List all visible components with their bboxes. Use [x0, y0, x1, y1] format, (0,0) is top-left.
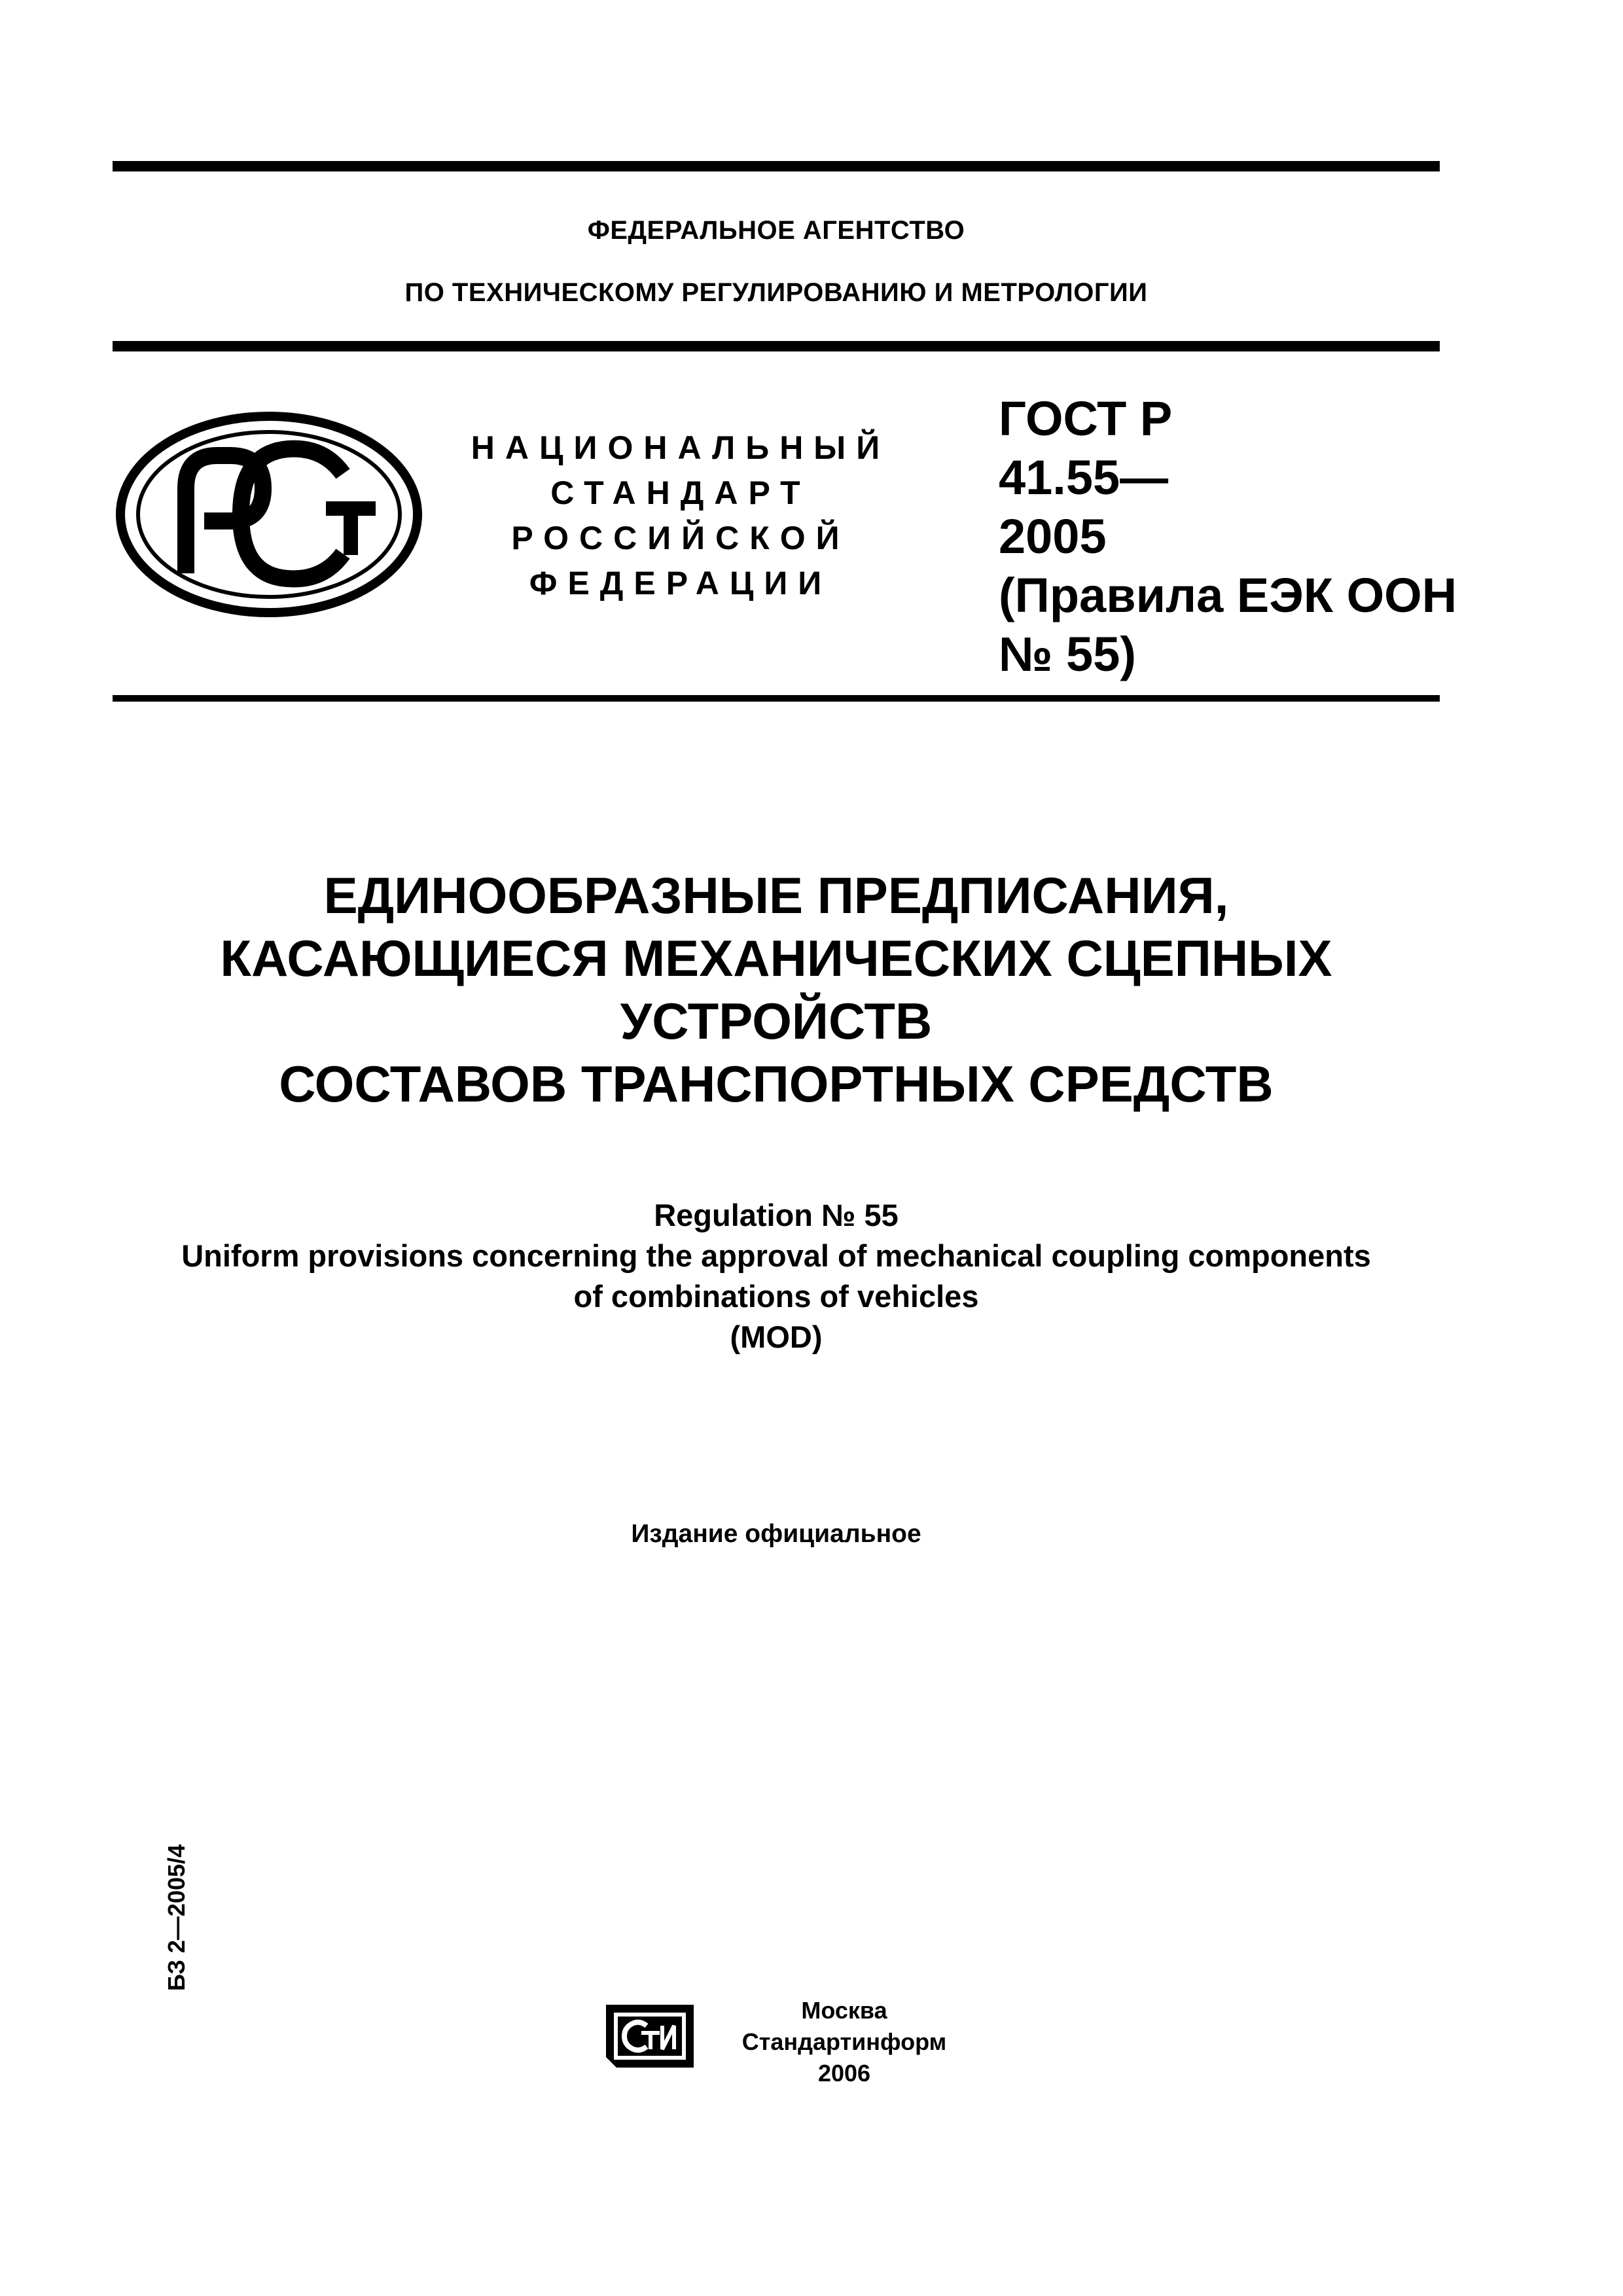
english-line-4: (MOD): [730, 1319, 823, 1354]
standard-designation: [999, 389, 1457, 684]
publisher-year: 2006: [817, 2060, 871, 2087]
english-line-1: Regulation № 55: [654, 1198, 899, 1232]
english-line-3: of combinations of vehicles: [573, 1279, 979, 1314]
publisher-name: Стандартинформ: [741, 2028, 947, 2055]
national-line-3: РОССИЙСКОЙ: [511, 520, 850, 556]
document-title: [113, 864, 1440, 1115]
publisher-logo: [601, 2000, 699, 2073]
agency-name-line1: ФЕДЕРАЛЬНОЕ АГЕНТСТВО: [587, 216, 965, 245]
national-line-2: СТАНДАРТ: [550, 475, 811, 511]
title-line-1: ЕДИНООБРАЗНЫЕ ПРЕДПИСАНИЯ,: [323, 867, 1229, 924]
national-standard-label: [458, 425, 903, 606]
designation-line-3: 2005: [999, 509, 1107, 564]
english-title: [113, 1195, 1440, 1357]
rst-logo: [113, 410, 425, 619]
publisher-info: [720, 1995, 969, 2089]
middle-rule: [113, 341, 1440, 351]
top-rule: [113, 161, 1440, 171]
title-line-2: КАСАЮЩИЕСЯ МЕХАНИЧЕСКИХ СЦЕПНЫХ: [220, 929, 1332, 987]
designation-line-2: 41.55—: [999, 450, 1169, 505]
title-line-4: СОСТАВОВ ТРАНСПОРТНЫХ СРЕДСТВ: [279, 1055, 1274, 1113]
title-line-3: УСТРОЙСТВ: [620, 992, 933, 1050]
side-code: БЗ 2—2005/4: [163, 1844, 190, 1992]
agency-name-line2: ПО ТЕХНИЧЕСКОМУ РЕГУЛИРОВАНИЮ И МЕТРОЛОГИИ: [404, 278, 1148, 307]
publisher-city: Москва: [801, 1997, 887, 2024]
national-line-1: НАЦИОНАЛЬНЫЙ: [471, 429, 891, 466]
designation-line-4: (Правила ЕЭК ООН: [999, 568, 1457, 622]
edition-label: Издание официальное: [631, 1520, 921, 1548]
designation-line-5: № 55): [999, 627, 1137, 681]
english-line-2: Uniform provisions concerning the approval of mechanical coupling components: [181, 1238, 1371, 1273]
designation-line-1: ГОСТ Р: [999, 391, 1173, 446]
bottom-rule: [113, 695, 1440, 702]
national-line-4: ФЕДЕРАЦИИ: [529, 565, 832, 601]
